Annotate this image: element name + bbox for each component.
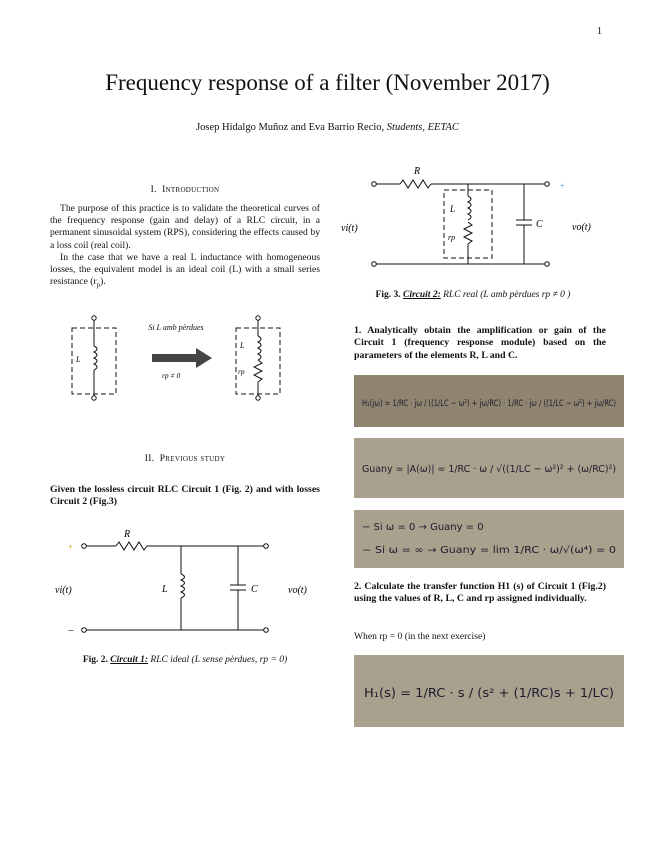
hw-limit1-text: − Si ω = 0 → Guany = 0 bbox=[362, 522, 484, 533]
fig3-label-vi: vi(t) bbox=[341, 223, 358, 234]
hw-h1jw-text: H₁(jω) = 1/RC · jω / ((1/LC − ω²) + jω/RC) · 1/RC · jω / ((1/LC − ω²) + jω/RC) bbox=[362, 399, 616, 409]
section-2-intro: Given the lossless circuit RLC Circuit 1 (Fig. 2) and with losses Circuit 2 (Fig.3) bbox=[50, 484, 320, 508]
circuit-1-diagram bbox=[50, 522, 325, 647]
hw-limit2-text: − Si ω = ∞ → Guany = lim 1/RC · ω/√(ω⁴) = 0 bbox=[362, 545, 616, 556]
section-1-heading bbox=[50, 185, 320, 195]
fig3-label-l: L bbox=[450, 204, 456, 214]
author-names: Josep Hidalgo Muñoz and Eva Barrio Recio, bbox=[196, 122, 385, 133]
coil-right-label-l: L bbox=[240, 341, 245, 350]
handwritten-limits-photo bbox=[354, 510, 624, 568]
paper-title: Frequency response of a filter (November 2017) bbox=[105, 70, 550, 95]
section-2-heading bbox=[50, 454, 320, 464]
fig2-label-vo: vo(t) bbox=[288, 585, 307, 596]
section-1-title: Introduction bbox=[162, 185, 220, 195]
section-1-body bbox=[50, 203, 320, 291]
fig2-label-r: R bbox=[124, 529, 131, 540]
section-2-numeral: II. bbox=[144, 454, 155, 464]
fig2-label-l: L bbox=[162, 584, 168, 595]
hw-gain-text: Guany = |A(ω)| = 1/RC · ω / √((1/LC − ω²)² + (ω/RC)²) bbox=[362, 464, 617, 475]
arrow-icon bbox=[152, 348, 212, 368]
section-2-title: Previous study bbox=[159, 454, 226, 464]
fig3-label-vo: vo(t) bbox=[572, 222, 591, 233]
author-affiliation: Students, EETAC bbox=[386, 122, 459, 133]
fig2-label-c: C bbox=[251, 584, 258, 595]
fig2-label-minus: − bbox=[68, 625, 75, 637]
note-rp-zero: When rp = 0 (in the next exercise) bbox=[354, 631, 486, 642]
fig2-label-vi: vi(t) bbox=[55, 585, 72, 596]
question-2: 2. Calculate the transfer function H1 (s) of Circuit 1 (Fig.2) using the values of R, L, C and rp assigned individually. bbox=[354, 581, 606, 605]
handwritten-gain-photo bbox=[354, 438, 624, 498]
intro-paragraph-2: In the case that we have a real L inductance with homogeneous losses, the equivalent model is an ideal coil (L) with a small series resistance $(r_p)$. bbox=[50, 251, 320, 290]
question-1: 1. Analytically obtain the amplification or gain of the Circuit 1 (frequency response module) based on the parameters of the elements R, L and C. bbox=[354, 325, 606, 361]
fig3-label-rp: rp bbox=[448, 233, 456, 242]
arrow-text: Si L amb pèrdues bbox=[148, 323, 204, 332]
fig3-label-plus: + bbox=[560, 181, 565, 190]
page-number: 1 bbox=[597, 26, 602, 37]
coil-right-label-r: rp bbox=[238, 367, 245, 376]
intro-paragraph-1: The purpose of this practice is to validate the theoretical curves of the frequency response (gain and delay) of a RLC circuit, in a permanent sinusoidal system (RPS), considering the effects caused by a loss coil (real coil). bbox=[50, 203, 320, 251]
hw-h1s-text: H₁(s) = 1/RC · s / (s² + (1/RC)s + 1/LC) bbox=[364, 686, 614, 700]
section-1-numeral: I. bbox=[150, 185, 157, 195]
fig2-caption: Fig. 2. Circuit 1: RLC ideal (L sense pèrdues, rp = 0) bbox=[82, 655, 288, 665]
fig2-label-plus: + bbox=[68, 542, 74, 552]
arrow-subtext: rp ≠ 0 bbox=[162, 371, 181, 380]
circuit-2-diagram bbox=[338, 160, 608, 285]
handwritten-h1s-photo bbox=[354, 655, 624, 727]
fig3-label-r: R bbox=[414, 166, 421, 177]
fig3-label-c: C bbox=[536, 219, 543, 230]
coil-equivalence-diagram bbox=[62, 312, 282, 404]
authors bbox=[0, 122, 655, 133]
coil-left-label: L bbox=[76, 355, 81, 364]
fig3-caption: Fig. 3. Circuit 2: RLC real (L amb pèrdues rp ≠ 0 ) bbox=[375, 290, 571, 300]
handwritten-h1jw-photo bbox=[354, 375, 624, 427]
